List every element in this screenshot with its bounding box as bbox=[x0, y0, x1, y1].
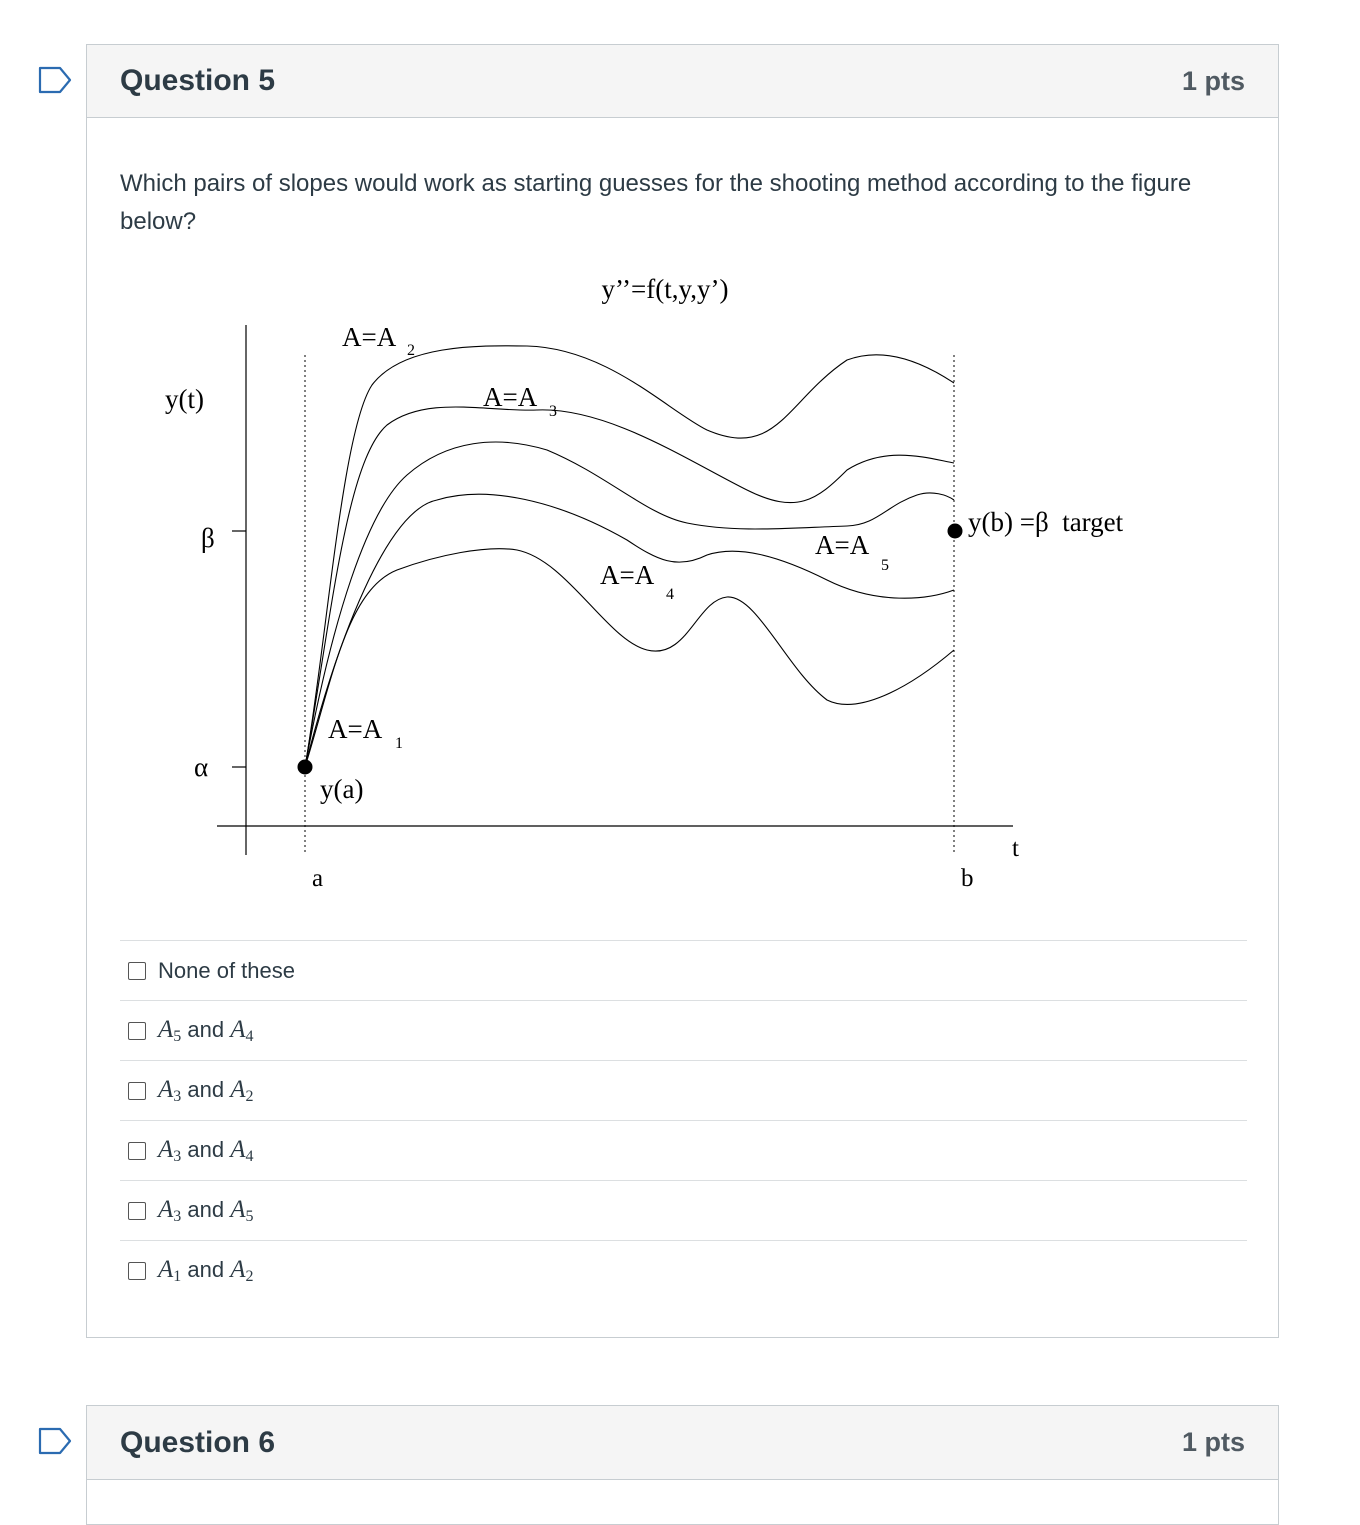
answer-label: $A_3$ and $A_4$ bbox=[158, 1135, 254, 1165]
curve-label-a5-sub: 5 bbox=[881, 557, 889, 574]
question-points: 1 pts bbox=[1181, 1427, 1245, 1457]
question-title: Question 5 bbox=[120, 64, 276, 97]
answer-option[interactable] bbox=[120, 1120, 1247, 1180]
a-label: a bbox=[312, 865, 324, 892]
curve-label-a4-sub: 4 bbox=[666, 586, 674, 603]
answer-checkbox[interactable] bbox=[128, 1082, 146, 1100]
answer-option[interactable] bbox=[120, 1240, 1247, 1300]
alpha-label: α bbox=[194, 752, 209, 782]
curve-label-a5: A=A bbox=[815, 530, 870, 560]
shooting-method-figure bbox=[87, 260, 1277, 945]
question-5-header bbox=[87, 45, 1278, 118]
target-label: y(b) =β target bbox=[968, 507, 1124, 537]
question-6-header bbox=[87, 1406, 1278, 1480]
answer-checkbox[interactable] bbox=[128, 1142, 146, 1160]
answer-label: $A_5$ and $A_4$ bbox=[158, 1015, 254, 1045]
b-label: b bbox=[961, 865, 974, 892]
answer-checkbox[interactable] bbox=[128, 962, 146, 980]
curve-label-a1-sub: 1 bbox=[395, 735, 403, 752]
answer-list bbox=[120, 940, 1247, 1300]
question-text: Which pairs of slopes would work as starting guesses for the shooting method according to the figure below? bbox=[120, 170, 1192, 235]
curve-a5 bbox=[305, 442, 954, 767]
curve-label-a3-sub: 3 bbox=[549, 403, 557, 420]
curve-label-a2: A=A bbox=[342, 322, 397, 352]
answer-label: $A_1$ and $A_2$ bbox=[158, 1255, 254, 1285]
ya-label: y(a) bbox=[320, 774, 364, 804]
flag-question-icon[interactable] bbox=[38, 1427, 72, 1455]
equation-label: y’’=f(t,y,y’) bbox=[601, 274, 729, 304]
x-axis-label: t bbox=[1012, 835, 1019, 862]
question-6-card bbox=[86, 1405, 1279, 1525]
beta-label: β bbox=[201, 523, 215, 553]
curve-label-a4: A=A bbox=[600, 560, 655, 590]
answer-option[interactable] bbox=[120, 1180, 1247, 1240]
y-axis-label: y(t) bbox=[165, 384, 204, 414]
target-point bbox=[948, 524, 963, 539]
answer-checkbox[interactable] bbox=[128, 1262, 146, 1280]
question-5-card bbox=[86, 44, 1279, 1338]
answer-option[interactable] bbox=[120, 1060, 1247, 1120]
answer-option[interactable] bbox=[120, 1000, 1247, 1060]
question-points: 1 pts bbox=[1181, 65, 1245, 96]
curve-label-a1: A=A bbox=[328, 714, 383, 744]
question-title: Question 6 bbox=[120, 1425, 276, 1459]
start-point bbox=[298, 760, 313, 775]
answer-label: $A_3$ and $A_5$ bbox=[158, 1195, 254, 1225]
curve-label-a3: A=A bbox=[483, 382, 538, 412]
answer-checkbox[interactable] bbox=[128, 1202, 146, 1220]
answer-label: None of these bbox=[158, 957, 295, 983]
flag-question-icon[interactable] bbox=[38, 66, 72, 94]
answer-option[interactable] bbox=[120, 940, 1247, 1000]
answer-checkbox[interactable] bbox=[128, 1022, 146, 1040]
answer-label: $A_3$ and $A_2$ bbox=[158, 1075, 254, 1105]
curve-label-a2-sub: 2 bbox=[407, 342, 415, 359]
